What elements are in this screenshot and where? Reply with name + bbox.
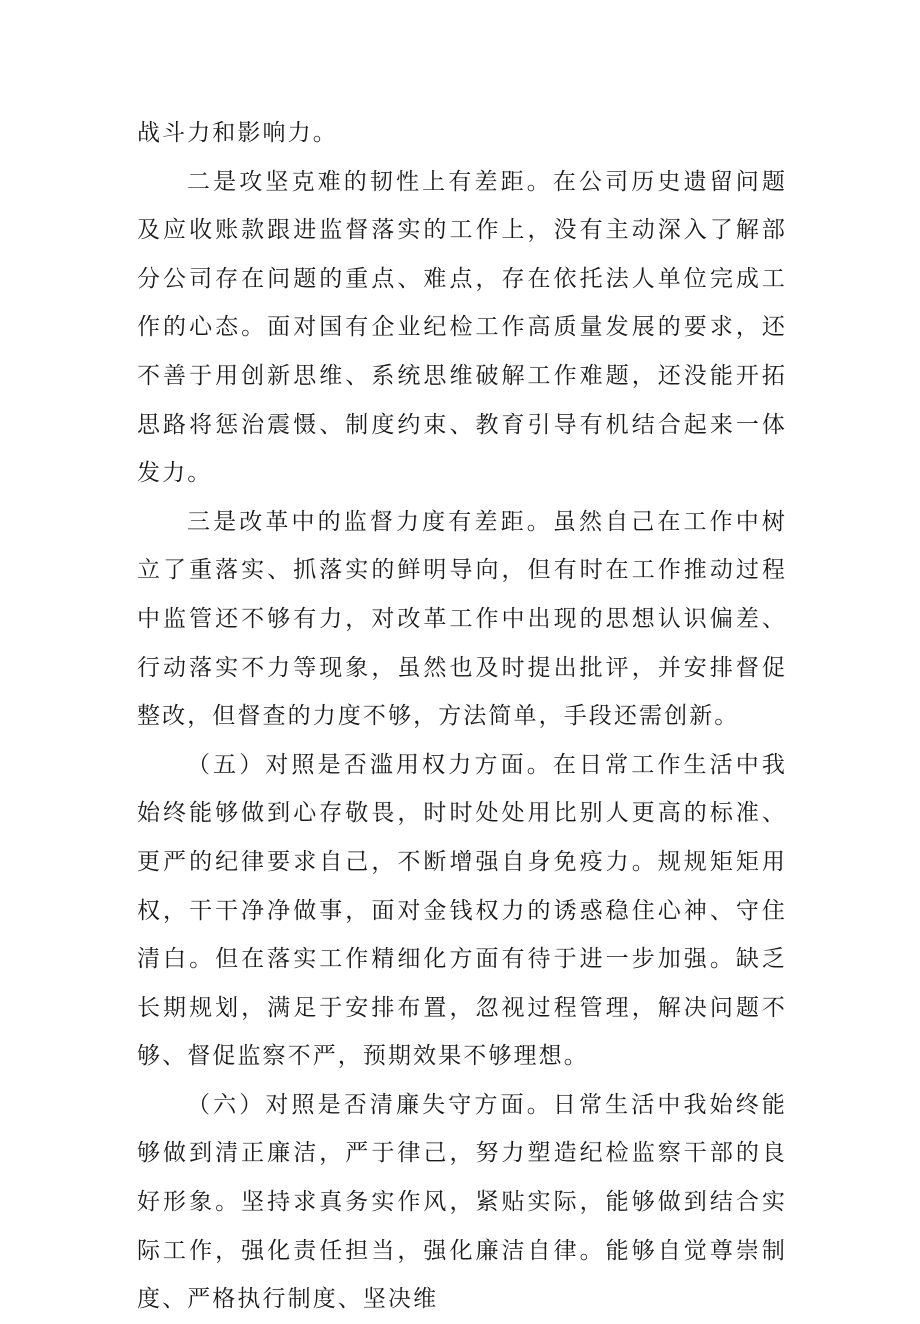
paragraph-section-five: （五）对照是否滥用权力方面。在日常工作生活中我始终能够做到心存敬畏，时时处处用比别人更高的标准、更严的纪律要求自己，不断增强自身免疫力。规规矩矩用权，干干净净做事，面对金钱权力的诱惑稳住心神、守住清白。但在落实工作精细化方面有待于进一步加强。缺乏长期规划，满足于安排布置，忽视过程管理，解决问题不够、督促监察不严，预期效果不够理想。 [137, 751, 787, 1070]
paragraph-second-gap: 二是攻坚克难的韧性上有差距。在公司历史遗留问题及应收账款跟进监督落实的工作上，没有主动深入了解部分公司存在问题的重点、难点，存在依托法人单位完成工作的心态。面对国有企业纪检工作高质量发展的要求，还不善于用创新思维、系统思维破解工作难题，还没能开拓思路将惩治震慑、制度约束、教育引导有机结合起来一体发力。 [137, 168, 787, 487]
paragraph-section-six: （六）对照是否清廉失守方面。日常生活中我始终能够做到清正廉洁，严于律己，努力塑造纪检监察干部的良好形象。坚持求真务实作风，紧贴实际，能够做到结合实际工作，强化责任担当，强化廉洁自律。能够自觉尊崇制度、严格执行制度、坚决维 [137, 1091, 787, 1313]
paragraph-continuation: 战斗力和影响力。 [137, 120, 338, 146]
paragraph-third-gap: 三是改革中的监督力度有差距。虽然自己在工作中树立了重落实、抓落实的鲜明导向，但有时在工作推动过程中监管还不够有力，对改革工作中出现的思想认识偏差、行动落实不力等现象，虽然也及时提出批评，并安排督促整改，但督查的力度不够，方法简单，手段还需创新。 [137, 508, 787, 730]
document-body [137, 109, 787, 1324]
